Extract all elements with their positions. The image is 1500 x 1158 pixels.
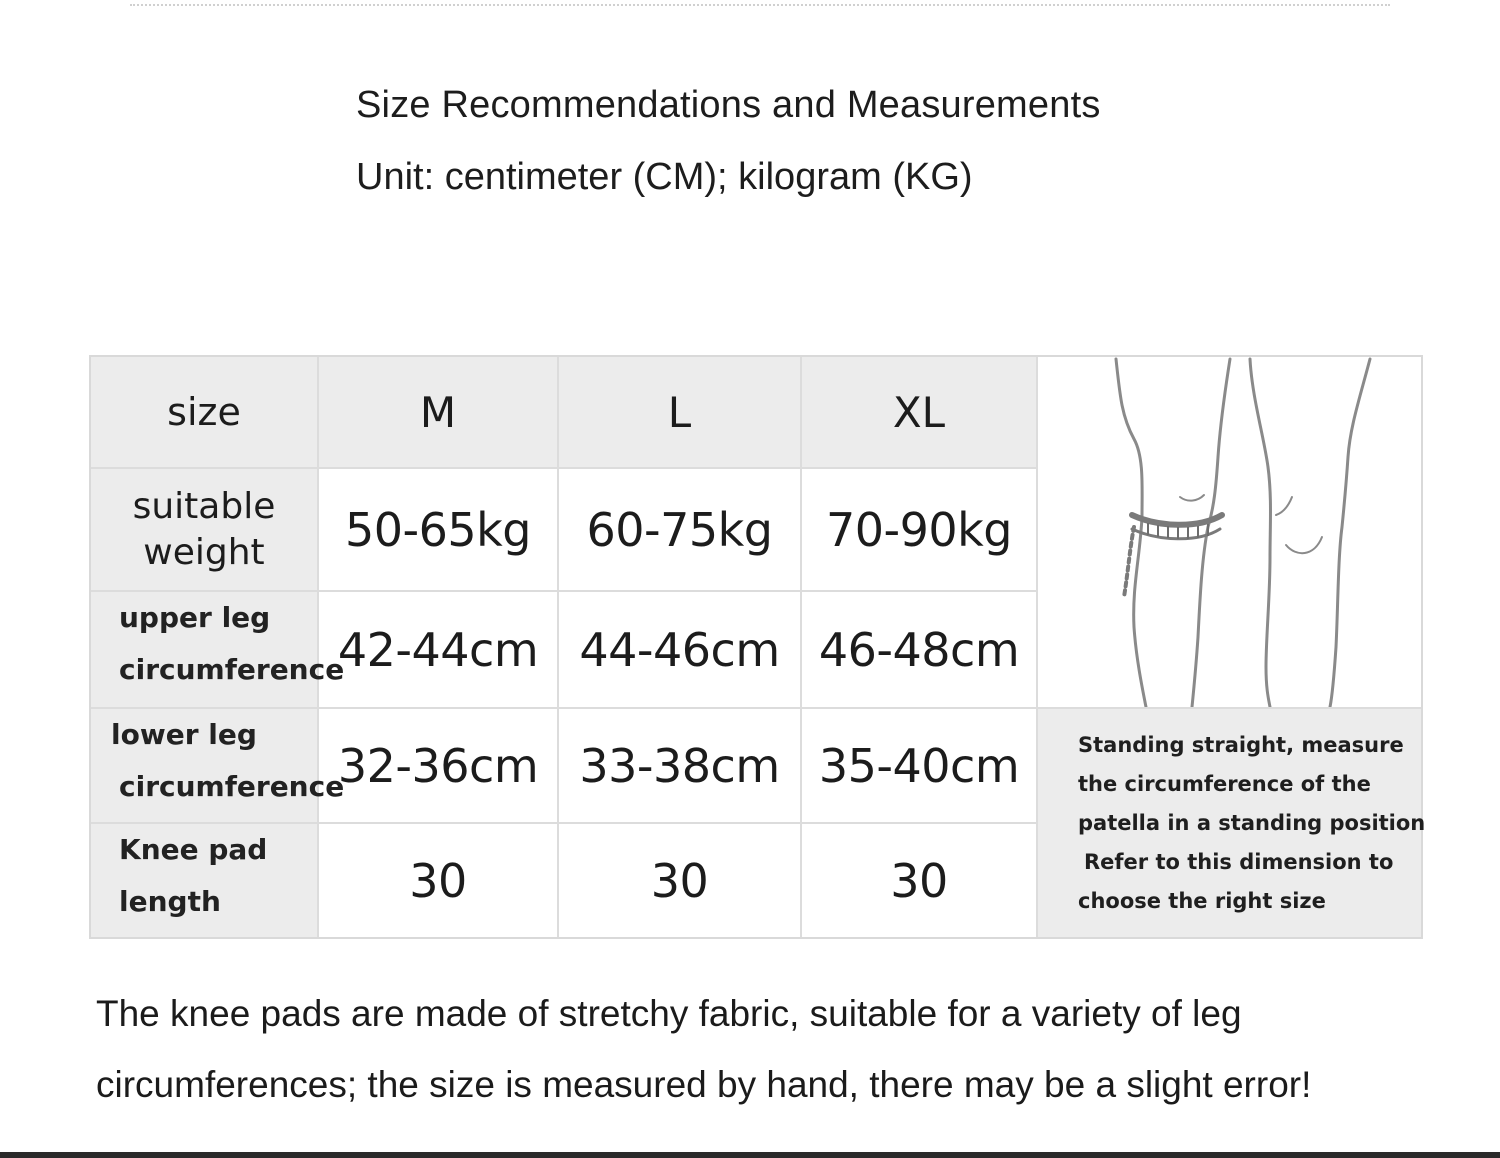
cell-upper-leg-m: 42-44cm: [319, 592, 559, 709]
row-label-upper-leg: [91, 592, 345, 709]
footer-disclaimer: [96, 978, 1426, 1120]
instruction-line-3: patella in a standing position: [1078, 810, 1426, 835]
cell-length-l: 30: [559, 824, 802, 937]
instruction-line-1: Standing straight, measure: [1078, 732, 1404, 757]
row-label-upper-leg-line1: upper leg: [119, 601, 271, 634]
cell-length-xl: 30: [802, 824, 1038, 937]
bottom-divider: [0, 1152, 1500, 1158]
cell-upper-leg-xl: 46-48cm: [802, 592, 1038, 709]
cell-weight-m: 50-65kg: [319, 469, 559, 592]
row-label-upper-leg-line2: circumference: [119, 653, 345, 686]
corner-header: size: [91, 357, 319, 469]
leg-measurement-illustration: [1038, 357, 1421, 709]
cell-lower-leg-xl: 35-40cm: [802, 709, 1038, 824]
row-label-lower-leg: [91, 709, 345, 824]
row-label-weight-line2: weight: [143, 531, 265, 573]
instruction-line-5: choose the right size: [1078, 888, 1326, 913]
row-label-length-line1: Knee pad: [119, 833, 268, 866]
size-header-l: L: [559, 357, 802, 469]
unit-note: Unit: centimeter (CM); kilogram (KG): [356, 156, 973, 198]
instruction-line-4: Refer to this dimension to: [1084, 849, 1394, 874]
legs-drawing-icon: [1038, 357, 1421, 707]
cell-weight-l: 60-75kg: [559, 469, 802, 592]
footer-line-2: circumferences; the size is measured by hand, there may be a slight error!: [96, 1064, 1312, 1105]
row-label-weight: [91, 469, 319, 592]
size-chart-table: [89, 355, 1426, 939]
top-divider: [130, 4, 1390, 6]
cell-weight-xl: 70-90kg: [802, 469, 1038, 592]
footer-line-1: The knee pads are made of stretchy fabric, suitable for a variety of leg: [96, 993, 1242, 1034]
size-header-xl: XL: [802, 357, 1038, 469]
cell-upper-leg-l: 44-46cm: [559, 592, 802, 709]
instruction-line-2: the circumference of the: [1078, 771, 1371, 796]
row-label-lower-leg-line1: lower leg: [111, 718, 257, 751]
size-header-m: M: [319, 357, 559, 469]
row-label-lower-leg-line2: circumference: [119, 770, 345, 803]
cell-lower-leg-l: 33-38cm: [559, 709, 802, 824]
cell-length-m: 30: [319, 824, 559, 937]
row-label-length-line2: length: [119, 885, 221, 918]
instruction-text: [1078, 726, 1425, 921]
row-label-weight-line1: suitable: [132, 485, 276, 527]
page-title: Size Recommendations and Measurements: [356, 84, 1101, 126]
measurement-instructions: [1038, 709, 1426, 937]
row-label-knee-pad-length: [91, 824, 319, 937]
cell-lower-leg-m: 32-36cm: [319, 709, 559, 824]
